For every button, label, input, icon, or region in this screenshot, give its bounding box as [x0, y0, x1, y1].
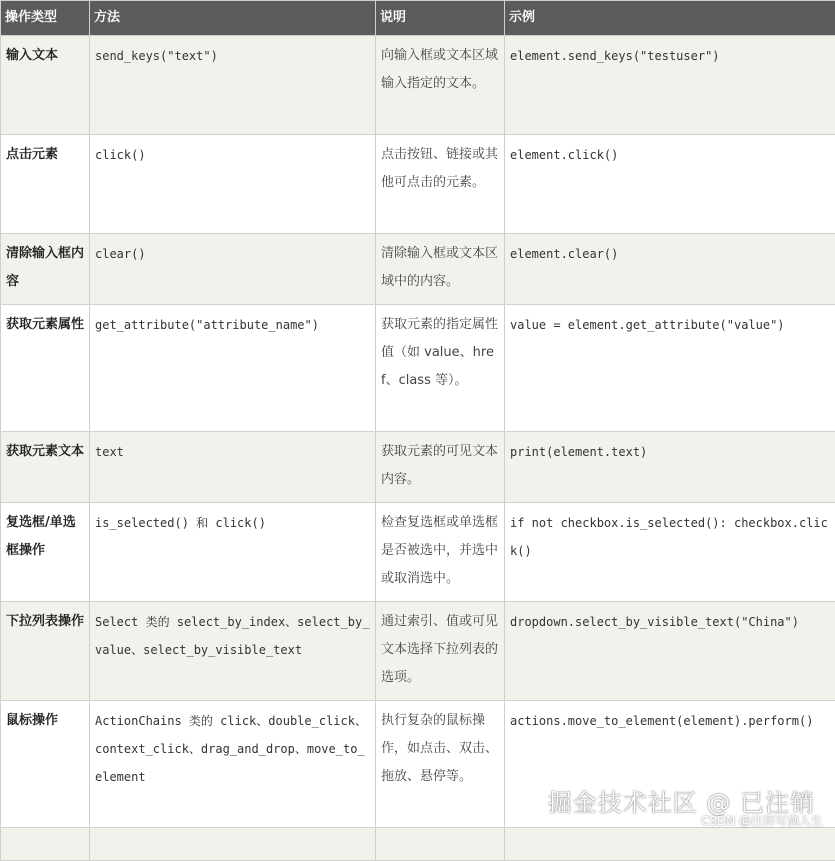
cell-example: dropdown.select_by_visible_text("China")	[505, 602, 835, 701]
cell-description: 获取元素的指定属性值（如 value、href、class 等）。	[376, 305, 505, 432]
header-operation-type: 操作类型	[1, 1, 90, 36]
cell-operation-type: 获取元素属性	[1, 305, 90, 432]
cell-operation-type: 鼠标操作	[1, 701, 90, 828]
table-row	[1, 432, 835, 503]
cell-method: clear()	[90, 234, 376, 305]
cell-description: 清除输入框或文本区域中的内容。	[376, 234, 505, 305]
cell-example: value = element.get_attribute("value")	[505, 305, 835, 432]
watermark-juejin: 掘金技术社区 @ 已注销	[548, 783, 815, 818]
cell-method: text	[90, 432, 376, 503]
cell-operation-type: 下拉列表操作	[1, 602, 90, 701]
cell-method: click()	[90, 135, 376, 234]
table-row	[1, 503, 835, 602]
table-row	[1, 135, 835, 234]
cell-example: element.clear()	[505, 234, 835, 305]
cell-example: if not checkbox.is_selected(): checkbox.click()	[505, 503, 835, 602]
cell-description: 点击按钮、链接或其他可点击的元素。	[376, 135, 505, 234]
table-row	[1, 36, 835, 135]
cell-operation-type: 获取元素文本	[1, 432, 90, 503]
watermark-csdn: CSDN @注释写满人生	[701, 812, 823, 829]
header-example: 示例	[505, 1, 835, 36]
cell-method: ActionChains 类的 click、double_click、context_click、drag_and_drop、move_to_element	[90, 701, 376, 828]
cell-description: 检查复选框或单选框是否被选中，并选中或取消选中。	[376, 503, 505, 602]
cell-description: 获取元素的可见文本内容。	[376, 432, 505, 503]
table-row	[1, 305, 835, 432]
cell-operation-type: 复选框/单选框操作	[1, 503, 90, 602]
cell-example: actions.move_to_element(element).perform()	[505, 701, 835, 828]
cell-operation-type: 清除输入框内容	[1, 234, 90, 305]
cell-empty	[1, 828, 90, 861]
cell-method: send_keys("text")	[90, 36, 376, 135]
cell-operation-type: 点击元素	[1, 135, 90, 234]
header-description: 说明	[376, 1, 505, 36]
cell-method: is_selected() 和 click()	[90, 503, 376, 602]
cell-description: 向输入框或文本区域输入指定的文本。	[376, 36, 505, 135]
cell-example: element.click()	[505, 135, 835, 234]
table-header-row	[1, 1, 835, 36]
table-row	[1, 234, 835, 305]
cell-example: element.send_keys("testuser")	[505, 36, 835, 135]
cell-example: print(element.text)	[505, 432, 835, 503]
cell-empty	[90, 828, 376, 861]
cell-description: 执行复杂的鼠标操作，如点击、双击、拖放、悬停等。	[376, 701, 505, 828]
cell-operation-type: 输入文本	[1, 36, 90, 135]
header-method: 方法	[90, 1, 376, 36]
cell-method: Select 类的 select_by_index、select_by_value、select_by_visible_text	[90, 602, 376, 701]
cell-empty	[376, 828, 505, 861]
table-row	[1, 602, 835, 701]
table-row-partial	[1, 828, 835, 861]
cell-method: get_attribute("attribute_name")	[90, 305, 376, 432]
cell-empty	[505, 828, 835, 861]
cell-description: 通过索引、值或可见文本选择下拉列表的选项。	[376, 602, 505, 701]
